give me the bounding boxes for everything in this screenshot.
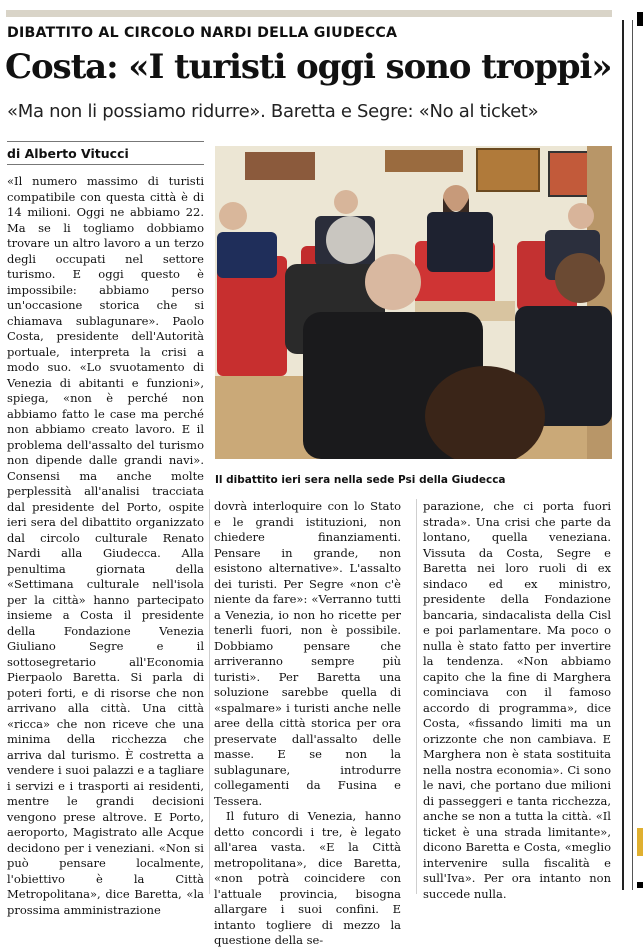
article-photo — [215, 146, 612, 459]
paragraph: «Il numero massimo di turisti compatibile con questa città è di 14 milioni. Oggi ne abbiamo 22. Ma se li togliamo dobbiamo trovare un altro lavoro a un terzo degli occupati nel settore turismo. E oggi questo è impossibile: abbiamo perso un'occasione storica che si chiamava sublagunare». Paolo Costa, presidente dell'Autorità portuale, interpreta la crisi a modo suo. «Lo svuotamento di Venezia di abitanti e funzioni», spiega, «non è perché non abbiamo fatto le case ma perché non abbiamo creato lavoro. E il problema dell'assalto del turismo non dipende dalle grandi navi». Consensi ma anche molte perplessità all'analisi tracciata dal presidente del Porto, ospite ieri sera del dibattito organizzato dal circolo culturale Renato Nardi alla Giudecca. Alla penultima giornata della «Settimana culturale nell'isola per la città» hanno partecipato insieme a Costa il presidente della Fondazione Venezia Giuliano Segre e il sottosegretario all'Economia Pierpaolo Baretta. Si parla di poteri forti, e di risorse che non arrivano alla città. Una città «ricca» che non riceve che una minima della ricchezza che arriva dal turismo. È costretta a vendere i suoi palazzi e a tagliare i servizi e i trasporti ai residenti, mentre le grandi decisioni vengono prese altrove. E Porto, aeroporto, Magistrato alle Acque decidono per i veneziani. «Non si può pensare localmente, l'obiettivo è la Città Metropolitana», dice Baretta, «la prossima amministrazione — [7, 174, 204, 917]
adjacent-page-strip — [620, 2, 643, 909]
column-divider-1 — [209, 499, 210, 894]
paragraph: Il futuro di Venezia, hanno detto concordi i tre, è legato all'area vasta. «E la Città metropolitana», dice Baretta, «non potrà coincidere con l'attuale provincia, bisogna allargare i suoi confini. E intanto togliere di mezzo la questione della se- — [214, 809, 401, 947]
paragraph: dovrà interloquire con lo Stato e le grandi istituzioni, non chiedere finanziamenti. Pensare in grande, non esistono alternative». L'assalto dei turisti. Per Segre «non c'è niente da fare»: «Verranno tutti a Venezia, io non ho ricette per tenerli fuori, non è possibile. Dobbiamo pensare che arriveranno sempre più turisti». Per Baretta una soluzione sarebbe quella di «spalmare» i turisti anche nelle aree della città storica per ora preservate dall'assalto delle masse. E se non la sublagunare, introdurre collegamenti da Fusina e Tessera. — [214, 499, 401, 808]
top-color-bar — [6, 10, 612, 17]
article-column-1 — [7, 174, 204, 918]
byline-rule-top — [7, 141, 204, 142]
byline-rule-bottom — [7, 164, 204, 165]
kicker: DIBATTITO AL CIRCOLO NARDI DELLA GIUDECCA — [7, 25, 398, 41]
headline: Costa: «I turisti oggi sono troppi» — [5, 47, 612, 87]
adjacent-article-edge — [620, 2, 643, 909]
byline: di Alberto Vitucci — [7, 146, 129, 161]
article-column-2 — [214, 499, 401, 949]
photo-caption: Il dibattito ieri sera nella sede Psi della Giudecca — [215, 474, 506, 486]
column-divider-2 — [416, 499, 417, 894]
debate-scene-image — [215, 146, 612, 459]
subheadline: «Ma non li possiamo ridurre». Baretta e Segre: «No al ticket» — [7, 101, 539, 122]
paragraph: parazione, che ci porta fuori strada». Una crisi che parte da lontano, quella veneziana. Vissuta da Costa, Segre e Baretta nei loro ruoli di ex sindaco ed ex ministro, presidente della Fondazione bancaria, sindacalista della Cisl e poi parlamentare. Ma poco o nulla è stato fatto per invertire la tendenza. «Non abbiamo capito che la fine di Marghera cominciava con il famoso accordo di programma», dice Costa, «fissando limiti ma un orizzonte che non cambiava. E Marghera non è stata sostituita nella nostra economia». Ci sono le navi, che portano due milioni di passeggeri e tanta ricchezza, anche se non a tutta la città. «Il ticket è una strada limitante», dicono Baretta e Costa, «meglio intervenire sulla fiscalità e sull'Iva». Per ora intanto non succede nulla. — [423, 499, 611, 901]
article-column-3 — [423, 499, 611, 902]
